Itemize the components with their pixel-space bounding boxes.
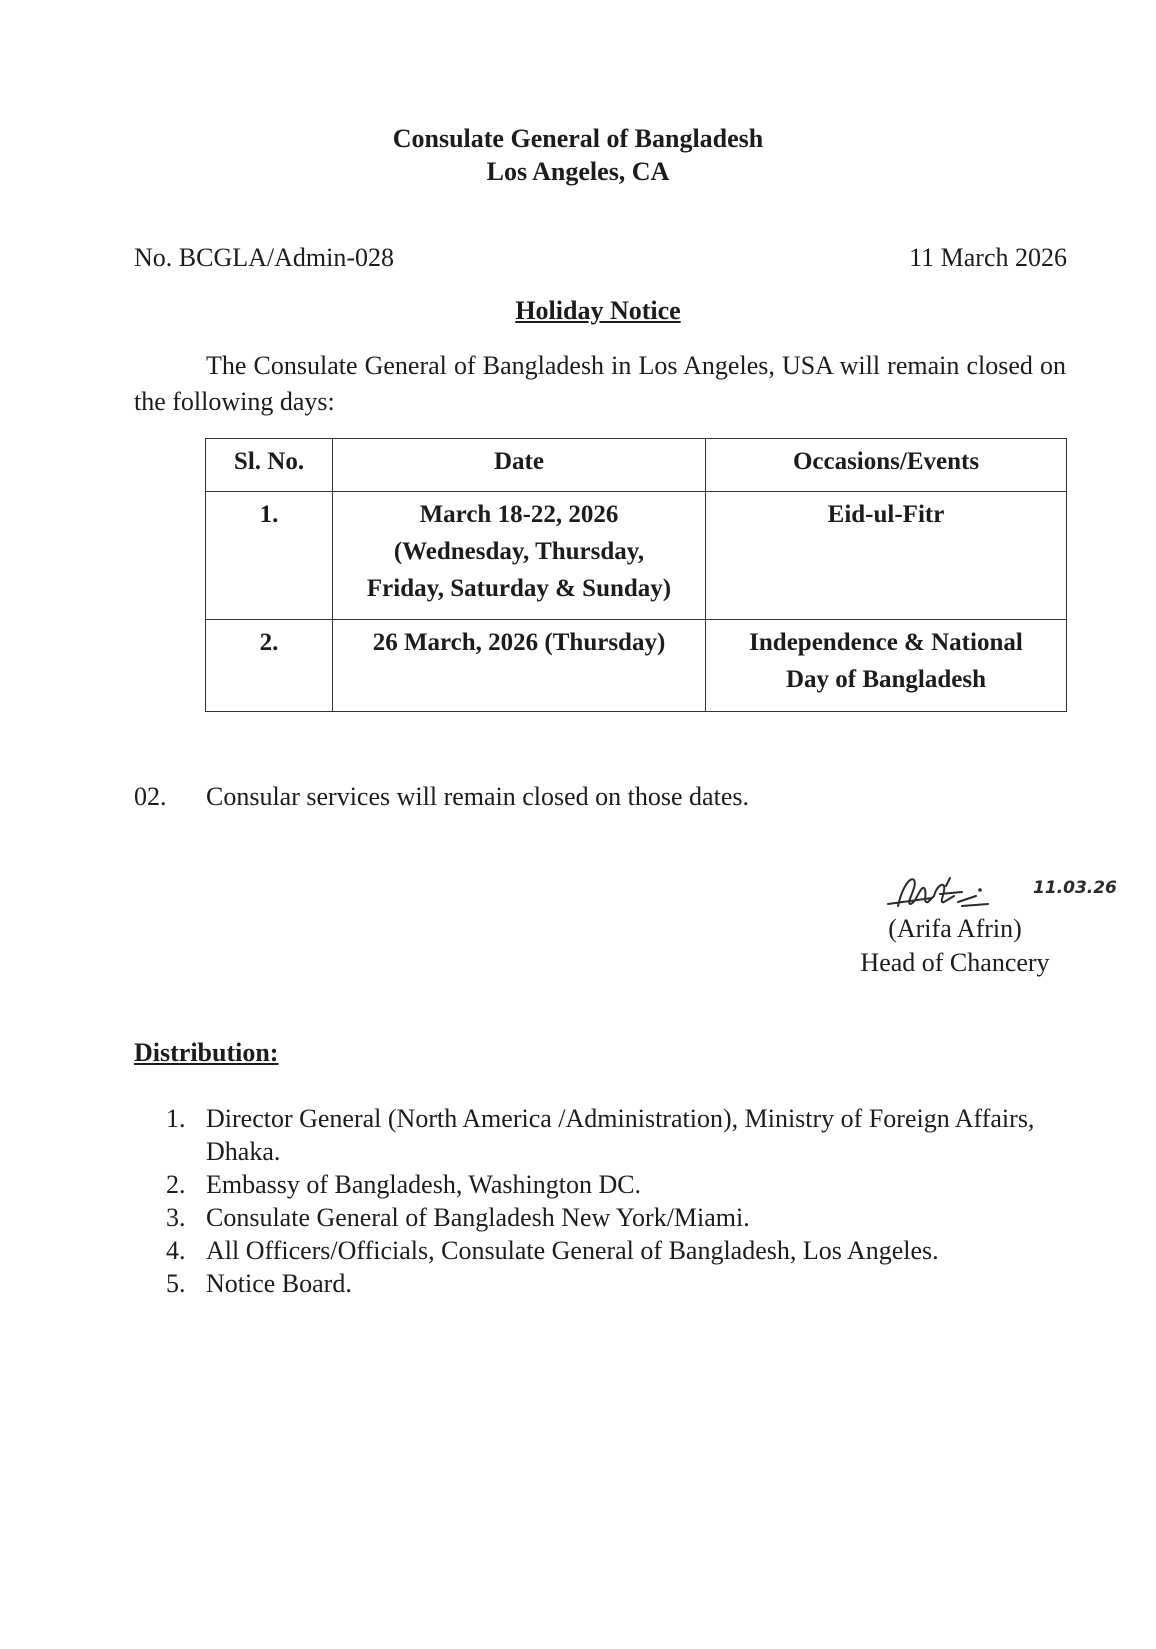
list-item bbox=[166, 1168, 1046, 1201]
list-item-text: Director General (North America /Administration), Ministry of Foreign Affairs, Dhaka. bbox=[206, 1104, 1035, 1166]
table-row bbox=[206, 620, 1067, 712]
org-location: Los Angeles, CA bbox=[486, 157, 670, 186]
row-event bbox=[706, 620, 1067, 712]
list-item-number: 1. bbox=[166, 1104, 186, 1133]
date-line: March 18-22, 2026 bbox=[419, 501, 619, 528]
event-line: Independence & National bbox=[749, 629, 1023, 656]
list-item bbox=[166, 1234, 1046, 1267]
list-item bbox=[166, 1201, 1046, 1234]
event-line: Day of Bangladesh bbox=[785, 666, 987, 693]
list-item bbox=[166, 1102, 1046, 1168]
letterhead bbox=[0, 122, 1156, 188]
row-sl: 1. bbox=[206, 492, 333, 620]
header-date: Date bbox=[333, 439, 706, 492]
list-item-text: All Officers/Officials, Consulate General of Bangladesh, Los Angeles. bbox=[206, 1236, 939, 1265]
list-item-number: 3. bbox=[166, 1203, 186, 1232]
distribution-title: Distribution: bbox=[134, 1038, 279, 1067]
header-event: Occasions/Events bbox=[706, 439, 1067, 492]
page-title: Holiday Notice bbox=[515, 296, 681, 325]
row-sl: 2. bbox=[206, 620, 333, 712]
list-item bbox=[166, 1267, 1046, 1300]
table-header-row bbox=[206, 439, 1067, 492]
header-sl: Sl. No. bbox=[206, 439, 333, 492]
reference-number: No. BCGLA/Admin-028 bbox=[134, 243, 394, 272]
paragraph-text: Consular services will remain closed on those dates. bbox=[206, 782, 749, 811]
date-line: Friday, Saturday & Sunday) bbox=[366, 575, 672, 602]
signatory-designation: Head of Chancery bbox=[860, 948, 1050, 977]
org-name: Consulate General of Bangladesh bbox=[392, 124, 764, 153]
row-date bbox=[333, 492, 706, 620]
holiday-table bbox=[205, 438, 1067, 712]
date-line: (Wednesday, Thursday, bbox=[393, 538, 645, 565]
list-item-text: Consulate General of Bangladesh New York/Miami. bbox=[206, 1203, 750, 1232]
table-row bbox=[206, 492, 1067, 620]
signatory-name: (Arifa Afrin) bbox=[888, 914, 1022, 943]
row-date: 26 March, 2026 (Thursday) bbox=[333, 620, 706, 712]
signatory-block bbox=[840, 912, 1070, 980]
signature-date: 11.03.26 bbox=[1033, 878, 1117, 898]
distribution-list bbox=[166, 1102, 1046, 1300]
closure-paragraph bbox=[134, 782, 749, 812]
notice-date: 11 March 2026 bbox=[909, 243, 1067, 272]
list-item-text: Embassy of Bangladesh, Washington DC. bbox=[206, 1170, 642, 1199]
intro-paragraph: The Consulate General of Bangladesh in Los Angeles, USA will remain closed on the following days: bbox=[134, 351, 1066, 416]
list-item-number: 5. bbox=[166, 1269, 186, 1298]
row-event: Eid-ul-Fitr bbox=[706, 492, 1067, 620]
paragraph-number: 02. bbox=[134, 782, 167, 811]
list-item-number: 4. bbox=[166, 1236, 186, 1265]
list-item-number: 2. bbox=[166, 1170, 186, 1199]
list-item-text: Notice Board. bbox=[206, 1269, 352, 1298]
